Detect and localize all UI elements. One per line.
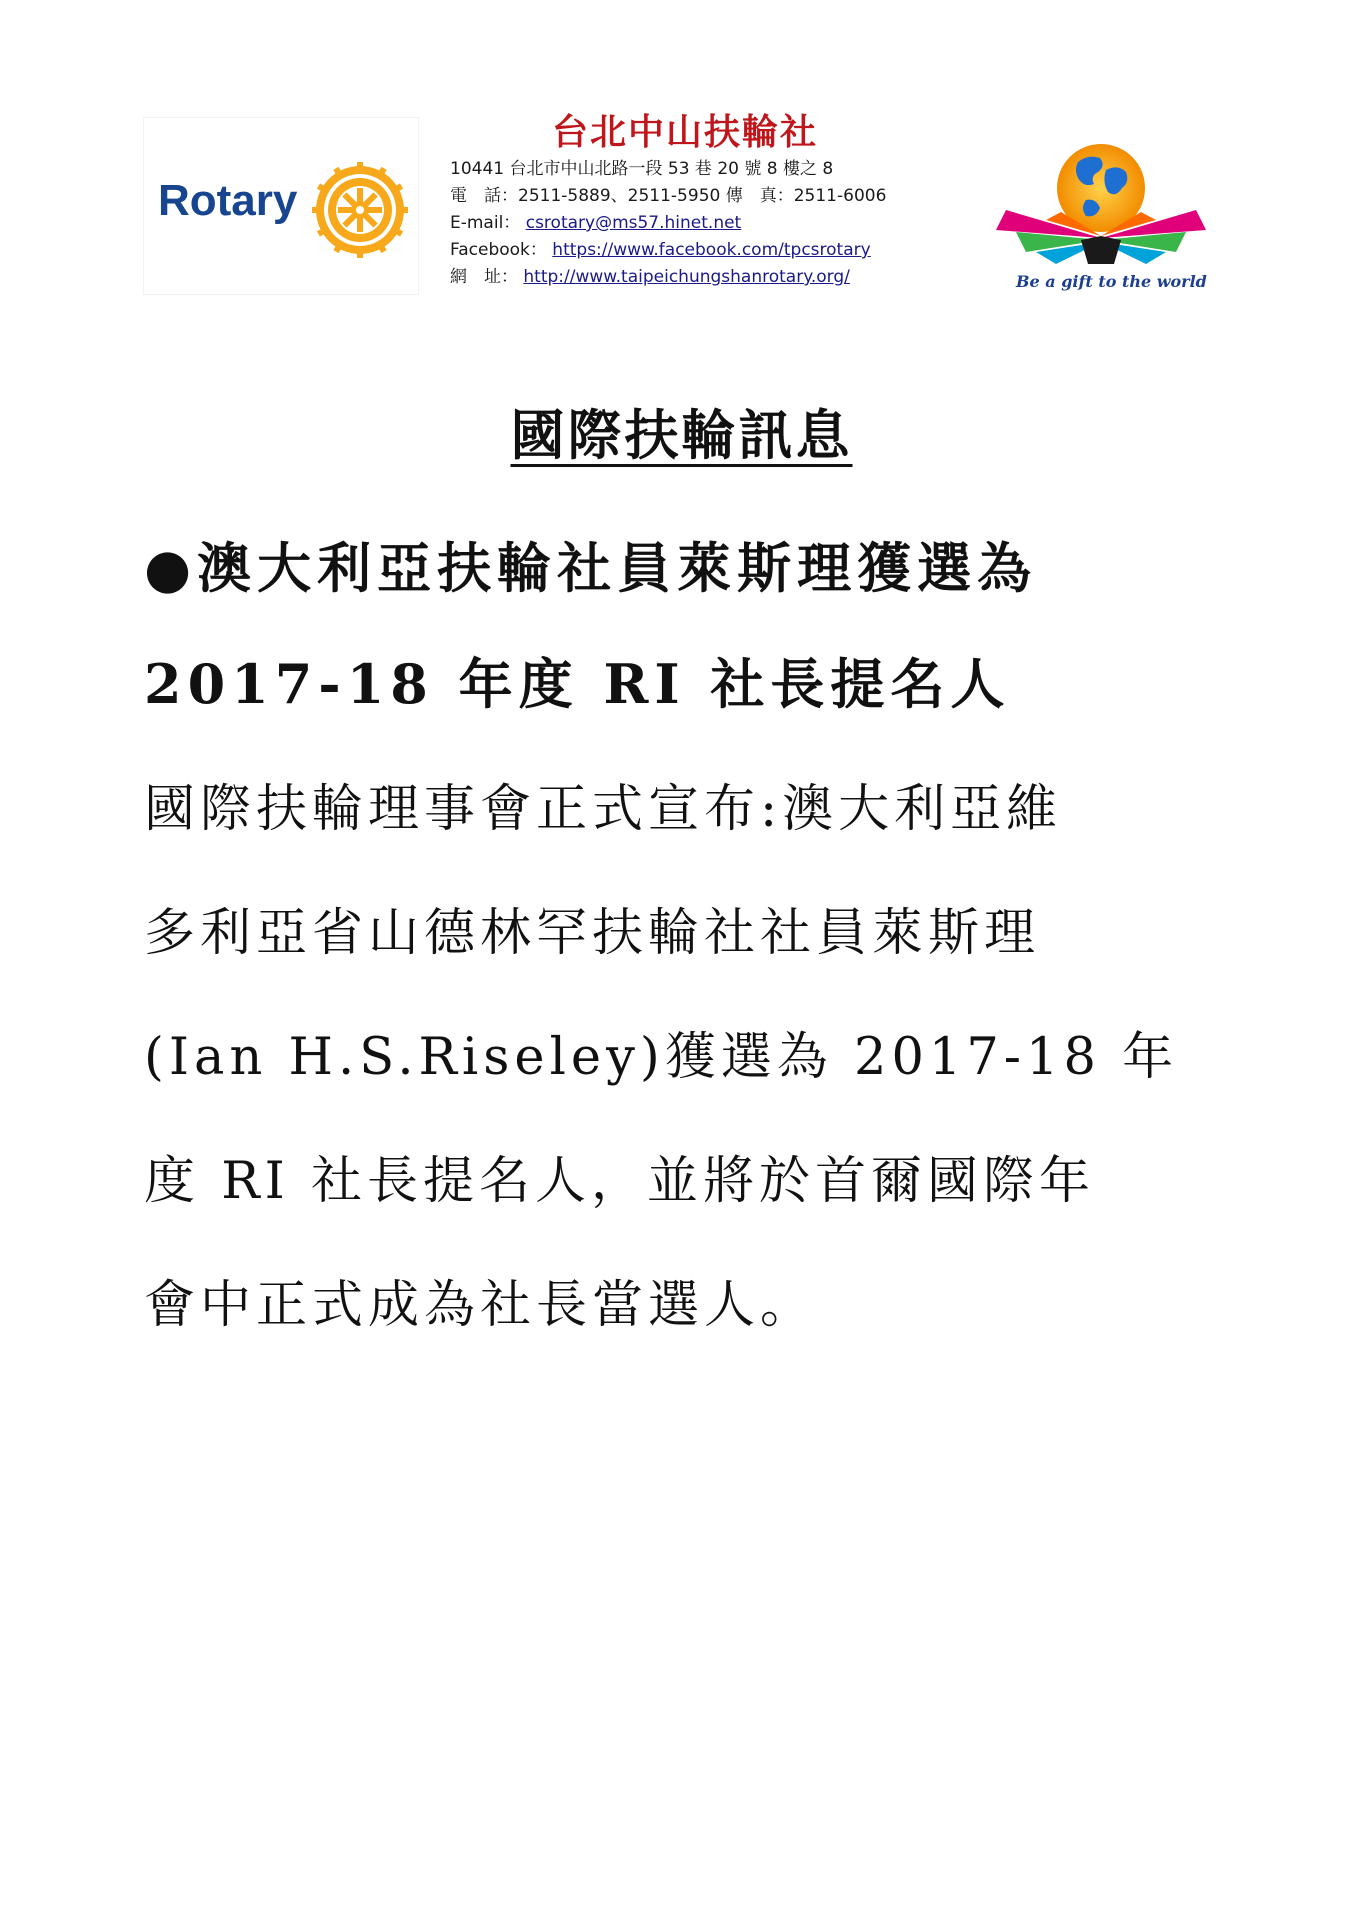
headline-line: ●澳大利亞扶輪社員萊斯理獲選為 xyxy=(144,536,1038,600)
club-contact-block xyxy=(450,108,950,291)
rotary-logo-text: Rotary xyxy=(158,176,298,225)
page-title: 國際扶輪訊息 xyxy=(510,403,853,467)
facebook-label: Facebook： xyxy=(450,240,547,260)
club-facebook-row xyxy=(450,237,950,264)
theme-logo xyxy=(986,140,1216,300)
facebook-link[interactable]: https://www.facebook.com/tpcsrotary xyxy=(552,240,871,260)
letterhead xyxy=(0,0,1356,320)
website-link[interactable]: http://www.taipeichungshanrotary.org/ xyxy=(523,267,850,287)
club-name: 台北中山扶輪社 xyxy=(551,111,818,153)
website-label: 網 址： xyxy=(450,267,518,287)
document-body xyxy=(144,400,1234,1368)
body-line: 度 RI 社長提名人，並將於首爾國際年 xyxy=(144,1152,1095,1211)
email-label: E-mail： xyxy=(450,213,521,233)
club-phone: 電 話：2511-5889、2511-5950 傳 真：2511-6006 xyxy=(450,186,887,206)
rotary-wheel-icon xyxy=(312,162,408,258)
body-line: 會中正式成為社長當選人。 xyxy=(144,1276,817,1335)
headline-line: 2017-18 年度 RI 社長提名人 xyxy=(144,652,1011,716)
club-email-row xyxy=(450,210,950,237)
headline xyxy=(144,510,1234,742)
body-line: (Ian H.S.Riseley)獲選為 2017-18 年 xyxy=(144,1028,1179,1087)
email-link[interactable]: csrotary@ms57.hinet.net xyxy=(525,213,742,233)
body-line: 多利亞省山德林罕扶輪社社員萊斯理 xyxy=(144,904,1041,963)
body-paragraph xyxy=(144,748,1234,1368)
club-address: 10441 台北市中山北路一段 53 巷 20 號 8 樓之 8 xyxy=(450,159,834,179)
theme-tagline: Be a gift to the world xyxy=(1016,272,1207,291)
globe-hands-icon xyxy=(986,140,1216,270)
club-website-row xyxy=(450,264,950,291)
body-line: 國際扶輪理事會正式宣布:澳大利亞維 xyxy=(144,780,1063,839)
rotary-logo xyxy=(144,118,418,294)
